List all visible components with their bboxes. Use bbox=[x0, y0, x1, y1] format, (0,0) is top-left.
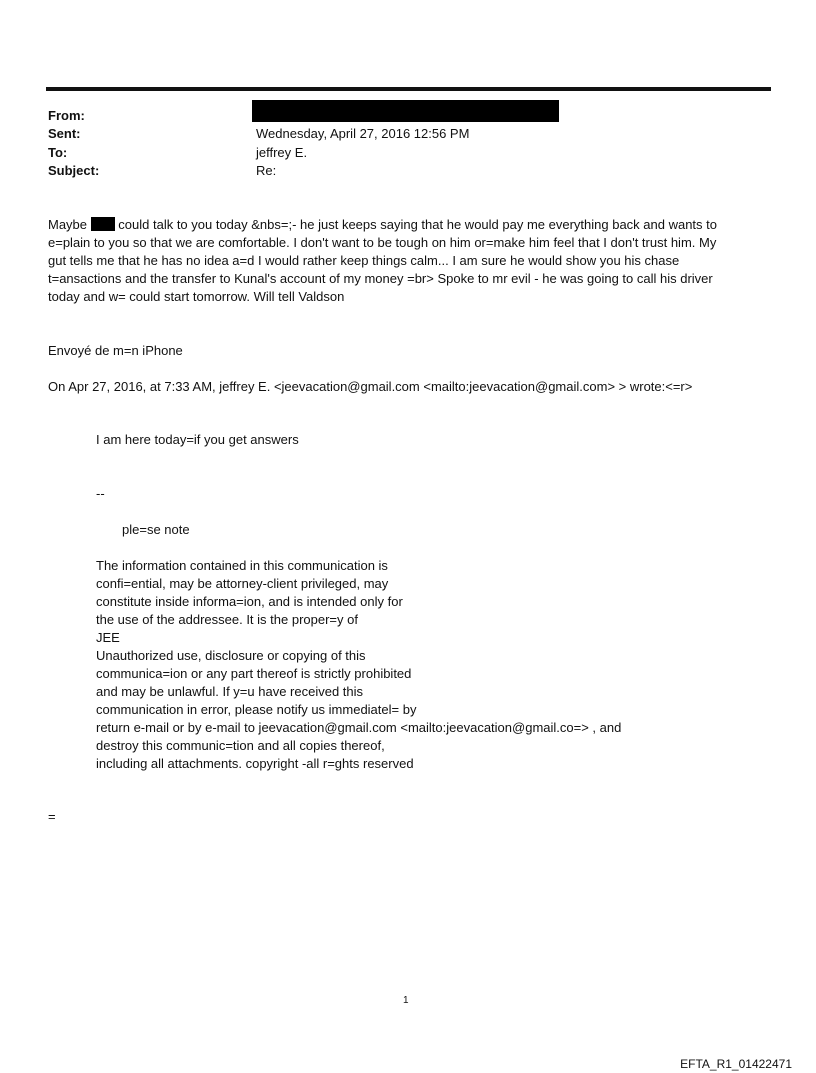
sent-label: Sent: bbox=[48, 126, 81, 141]
body-line-2: e=plain to you so that we are comfortable. I don't want to be tough on him or=make him feel that I don't trust him. My bbox=[48, 235, 717, 250]
disclaimer-line: return e-mail or by e-mail to jeevacation@gmail.com <mailto:jeevacation@gmail.co=> , and bbox=[96, 720, 622, 735]
body-line-1-start: Maybe bbox=[48, 217, 88, 232]
please-note: ple=se note bbox=[122, 522, 190, 537]
sent-value: Wednesday, April 27, 2016 12:56 PM bbox=[256, 126, 470, 141]
disclaimer-line: and may be unlawful. If y=u have received this bbox=[96, 684, 364, 699]
trailing-char: = bbox=[48, 809, 56, 824]
redacted-sender bbox=[252, 100, 559, 122]
quoted-line: I am here today=if you get answers bbox=[96, 432, 299, 447]
signature: Envoyé de m=n iPhone bbox=[48, 343, 183, 358]
redacted-name bbox=[91, 217, 115, 231]
disclaimer-line: JEE bbox=[96, 630, 120, 645]
subject-label: Subject: bbox=[48, 163, 100, 178]
body-line-5: today and w= could start tomorrow. Will tell Valdson bbox=[48, 289, 345, 304]
document-stamp: EFTA_R1_01422471 bbox=[680, 1057, 792, 1071]
disclaimer-line: confi=ential, may be attorney-client privileged, may bbox=[96, 576, 389, 591]
disclaimer-line: The information contained in this communication is bbox=[96, 558, 388, 573]
subject-value: Re: bbox=[256, 163, 277, 178]
page-number: 1 bbox=[403, 995, 409, 1006]
quote-header: On Apr 27, 2016, at 7:33 AM, jeffrey E. <jeevacation@gmail.com <mailto:jeevacation@gmail.com> > wrote:<=r> bbox=[48, 379, 693, 394]
disclaimer-line: including all attachments. copyright -all r=ghts reserved bbox=[96, 756, 414, 771]
disclaimer-line: communication in error, please notify us immediatel= by bbox=[96, 702, 417, 717]
signature-separator: -- bbox=[96, 486, 105, 501]
disclaimer-line: constitute inside informa=ion, and is intended only for bbox=[96, 594, 403, 609]
from-label: From: bbox=[48, 108, 85, 123]
disclaimer-line: the use of the addressee. It is the proper=y of bbox=[96, 612, 358, 627]
body-line-1-end: could talk to you today &nbs=;- he just keeps saying that he would pay me everything back and wants to bbox=[118, 217, 717, 232]
header-rule bbox=[46, 87, 771, 91]
to-label: To: bbox=[48, 145, 68, 160]
body-line-1 bbox=[48, 216, 717, 234]
disclaimer-line: Unauthorized use, disclosure or copying of this bbox=[96, 648, 366, 663]
to-value: jeffrey E. bbox=[256, 145, 308, 160]
body-line-4: t=ansactions and the transfer to Kunal's account of my money =br> Spoke to mr evil - he was going to call his driver bbox=[48, 271, 713, 286]
disclaimer-line: destroy this communic=tion and all copies thereof, bbox=[96, 738, 385, 753]
disclaimer-line: communica=ion or any part thereof is strictly prohibited bbox=[96, 666, 412, 681]
body-line-3: gut tells me that he has no idea a=d I would rather keep things calm... I am sure he would show you his chase bbox=[48, 253, 680, 268]
